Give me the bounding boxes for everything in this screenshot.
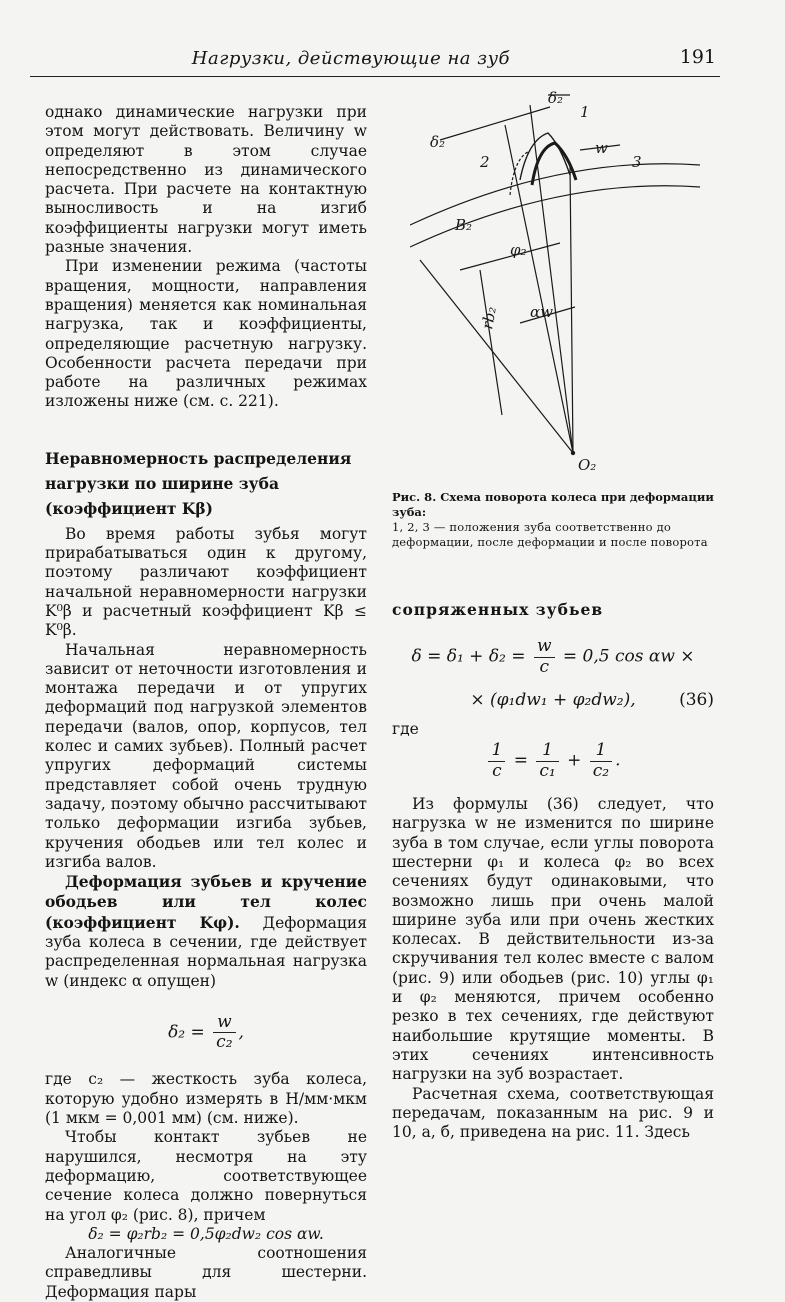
stiffness-den-2: c₁ [539, 760, 556, 781]
paragraph-2: При изменении режима (частоты вращения, мощности, направления вращения) меняется как номинальная нагрузка, так и коэффициенты, определяющие расчетную нагрузку. Особенности расчета передачи при работе на различных режимах изложены ниже (см. с. 221). [45, 257, 367, 411]
stiffness-den-1: c [492, 760, 502, 781]
eq36-numerator: w [534, 637, 555, 657]
eq36-part-a: δ = δ₁ + δ₂ = [411, 646, 531, 667]
label-phi2: φ₂ [510, 241, 527, 259]
section-heading-line-2: нагрузки по ширине зуба [45, 473, 279, 493]
dimension-rb2 [480, 270, 502, 415]
wheel-arc-outer [410, 164, 700, 225]
label-2: 2 [480, 153, 490, 171]
equation-36-line-1 [392, 637, 714, 677]
label-rb2: rb₂ [478, 305, 500, 331]
stiffness-frac-3 [590, 741, 612, 781]
eq36-fraction [534, 637, 555, 677]
paragraph-9: Из формулы (36) следует, что нагрузка w не изменится по ширине зуба в том случае, если углы поворота шестерни φ₁ и колеса φ₂ во всех сечениях будут одинаковыми, что возможно лишь при очень малой ширине зуба или при очень жестких колесах. В действительности из-за скручивания тел колес вместе с валом (рис. 9) или ободьев (рис. 10) углы φ₁ и φ₂ меняются, причем особенно резко в тех сечениях, где действуют наибольшие крутящие моменты. В этих сечениях интенсивность нагрузки на зуб возрастает. [392, 795, 714, 1084]
stiffness-plus: + [561, 750, 587, 771]
stiffness-frac-2 [536, 741, 558, 781]
right-column [392, 600, 714, 1142]
stiffness-num-1: 1 [488, 741, 505, 761]
paragraph-5-text: Деформация зуба колеса в сечении, где действует распределенная нормальная нагрузка w (индекс α опущен) [45, 913, 368, 990]
where-label: где [392, 720, 419, 739]
formula-fraction [213, 1013, 235, 1053]
paragraph-10: Расчетная схема, соответствующая передачам, показанным на рис. 9 и 10, а, б, приведена на рис. 11. Здесь [392, 1084, 714, 1142]
radial-line-3 [570, 165, 573, 453]
eq36-part-b: = 0,5 cos αw × [557, 646, 695, 667]
stiffness-eq: = [508, 750, 534, 771]
page-number: 191 [679, 46, 716, 68]
equation-36-line-2 [392, 691, 714, 710]
label-delta2-left: δ₂ [430, 133, 446, 151]
section-heading-line-3: (коэффициент Kβ) [45, 498, 214, 518]
paragraph-1: однако динамические нагрузки при этом могут действовать. Величину w определяют в этом случае непосредственно из динамического расчета. При расчете на контактную выносливость и на изгиб коэффициенты нагрузки могут иметь разные значения. [45, 103, 367, 257]
eq36-line-2-text: × (φ₁dw₁ + φ₂dw₂), [470, 689, 636, 710]
equation-number: (36) [679, 689, 714, 710]
stiffness-end: . [615, 750, 621, 771]
section-heading-line-1: Неравномерность распределения [45, 448, 352, 468]
formula-2: δ₂ = φ₂rb₂ = 0,5φ₂dw₂ cos αw. [88, 1224, 324, 1243]
equation-stiffness [392, 741, 714, 781]
formula-numerator: w [213, 1013, 235, 1033]
label-w: w [595, 139, 608, 157]
paragraph-5-bold: Деформация зубьев и кручение ободьев или тел колес (коэффициент Kφ). [45, 872, 367, 932]
stiffness-num-2: 1 [536, 741, 558, 761]
tooth-1 [520, 133, 570, 180]
paragraph-4: Начальная неравномерность зависит от неточности изготовления и монтажа передачи и от упругих деформаций под нагрузкой элементов передачи (валов, опор, корпусов, тел колес и самих зубьев). Полный расчет упругих деформаций системы представляет собой очень трудную задачу, поэтому обычно рассчитывают только деформации изгиба зубьев, кручения ободьев или тел колес и изгиба валов. [45, 640, 367, 871]
figure-8-diagram [410, 85, 700, 480]
formula-tail: , [238, 1022, 244, 1043]
stiffness-frac-1 [488, 741, 505, 781]
formula-delta2 [45, 1013, 367, 1053]
label-O2: O₂ [578, 456, 597, 474]
label-delta2-top: δ₂ [548, 89, 564, 107]
stiffness-den-3: c₂ [592, 760, 610, 781]
conjugated-teeth: сопряженных зубьев [392, 600, 604, 619]
left-column [45, 103, 367, 1302]
label-alpha-w: αw [530, 303, 553, 321]
wheel-arc-inner [410, 186, 700, 247]
formula-denominator: c₂ [216, 1032, 233, 1053]
paragraph-6: где c₂ — жесткость зуба колеса, которую удобно измерять в Н/мм·мкм (1 мкм = 0,001 мм) (см. ниже). [45, 1070, 367, 1128]
eq36-denominator: c [539, 656, 549, 677]
figure-caption [392, 490, 720, 550]
page-header [30, 44, 720, 77]
center-point-O2 [571, 451, 575, 455]
caption-legend: 1, 2, 3 — положения зуба соответственно до деформации, после деформации и после поворота [392, 520, 708, 549]
label-1: 1 [580, 103, 590, 121]
paragraph-5 [45, 872, 367, 991]
label-3: 3 [632, 153, 642, 171]
paragraph-3: Во время работы зубья могут прирабатываться один к другому, поэтому различают коэффициент начальной неравномерности нагрузки K⁰β и расчетный коэффициент Kβ ≤ K⁰β. [45, 524, 367, 640]
label-B2: B₂ [455, 216, 473, 234]
radial-line-4 [420, 260, 573, 453]
paragraph-7: Чтобы контакт зубьев не нарушился, несмотря на эту деформацию, соответствующее сечение колеса должно повернуться на угол φ₂ (рис. 8), причем [45, 1128, 367, 1224]
running-title: Нагрузки, действующие на зуб [191, 48, 510, 69]
formula-lhs: δ₂ = [168, 1022, 211, 1043]
section-heading [45, 446, 367, 521]
stiffness-num-3: 1 [590, 741, 612, 761]
paragraph-8: Аналогичные соотношения справедливы для шестерни. Деформация пары [45, 1244, 367, 1301]
caption-title: Рис. 8. Схема поворота колеса при деформации зуба: [392, 490, 714, 519]
